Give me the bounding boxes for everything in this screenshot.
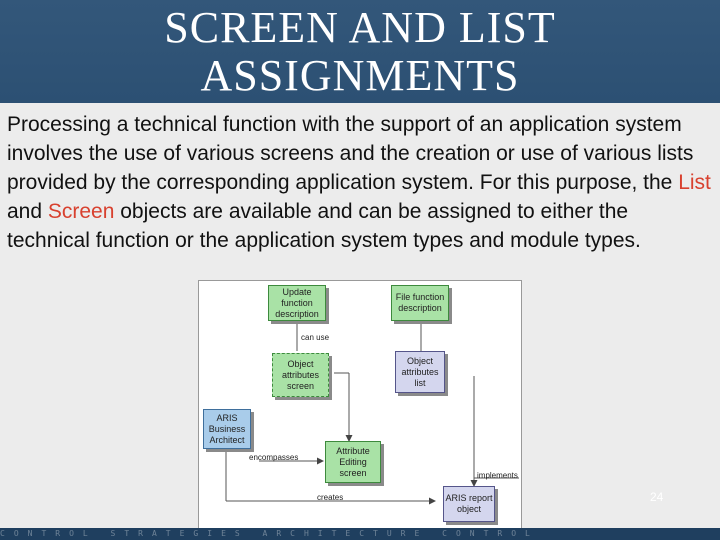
file-function-label: File function description bbox=[395, 292, 445, 313]
body-text-2: and bbox=[7, 200, 48, 223]
highlight-list: List bbox=[678, 171, 711, 194]
object-attributes-list-label: Object attributes list bbox=[401, 355, 439, 388]
can-use-label: can use bbox=[301, 333, 330, 342]
attribute-editing-screen-box bbox=[325, 441, 381, 483]
body-paragraph bbox=[7, 110, 713, 255]
object-attributes-list-box bbox=[395, 351, 445, 393]
update-function-box bbox=[268, 285, 326, 321]
highlight-screen: Screen bbox=[47, 200, 115, 223]
body-text-3: objects are available and can be assigned to either the technical function or the application system types and module types. bbox=[7, 200, 641, 252]
bottom-decorative-strip: CONTROL STRATEGIES ARCHITECTURE CONTROL bbox=[0, 528, 720, 540]
aris-report-object-box bbox=[443, 486, 495, 522]
creates-label: creates bbox=[317, 493, 344, 502]
page-number: 24 bbox=[650, 490, 664, 504]
body-text-1: Processing a technical function with the support of an application system involves the use of various screens and the creation or use of various lists provided by the corresponding application system. For this purpose, the bbox=[7, 113, 694, 194]
title-line-2: ASSIGNMENTS bbox=[200, 51, 520, 100]
attribute-editing-screen-label: Attribute Editing screen bbox=[336, 445, 370, 478]
aris-business-architect-box bbox=[203, 409, 251, 449]
slide-title bbox=[0, 4, 720, 100]
encompasses-label: encompasses bbox=[249, 453, 299, 462]
update-function-label: Update function description bbox=[275, 286, 319, 319]
aris-business-architect-label: ARIS Business Architect bbox=[208, 412, 246, 445]
title-band bbox=[0, 0, 720, 103]
title-line-1: SCREEN AND LIST bbox=[164, 3, 556, 52]
object-attributes-screen-label: Object attributes screen bbox=[281, 358, 320, 391]
file-function-box bbox=[391, 285, 449, 321]
aris-report-object-label: ARIS report object bbox=[445, 493, 493, 514]
implements-label: implements bbox=[477, 471, 518, 480]
object-attributes-screen-box bbox=[272, 353, 329, 397]
aris-diagram bbox=[198, 280, 522, 537]
